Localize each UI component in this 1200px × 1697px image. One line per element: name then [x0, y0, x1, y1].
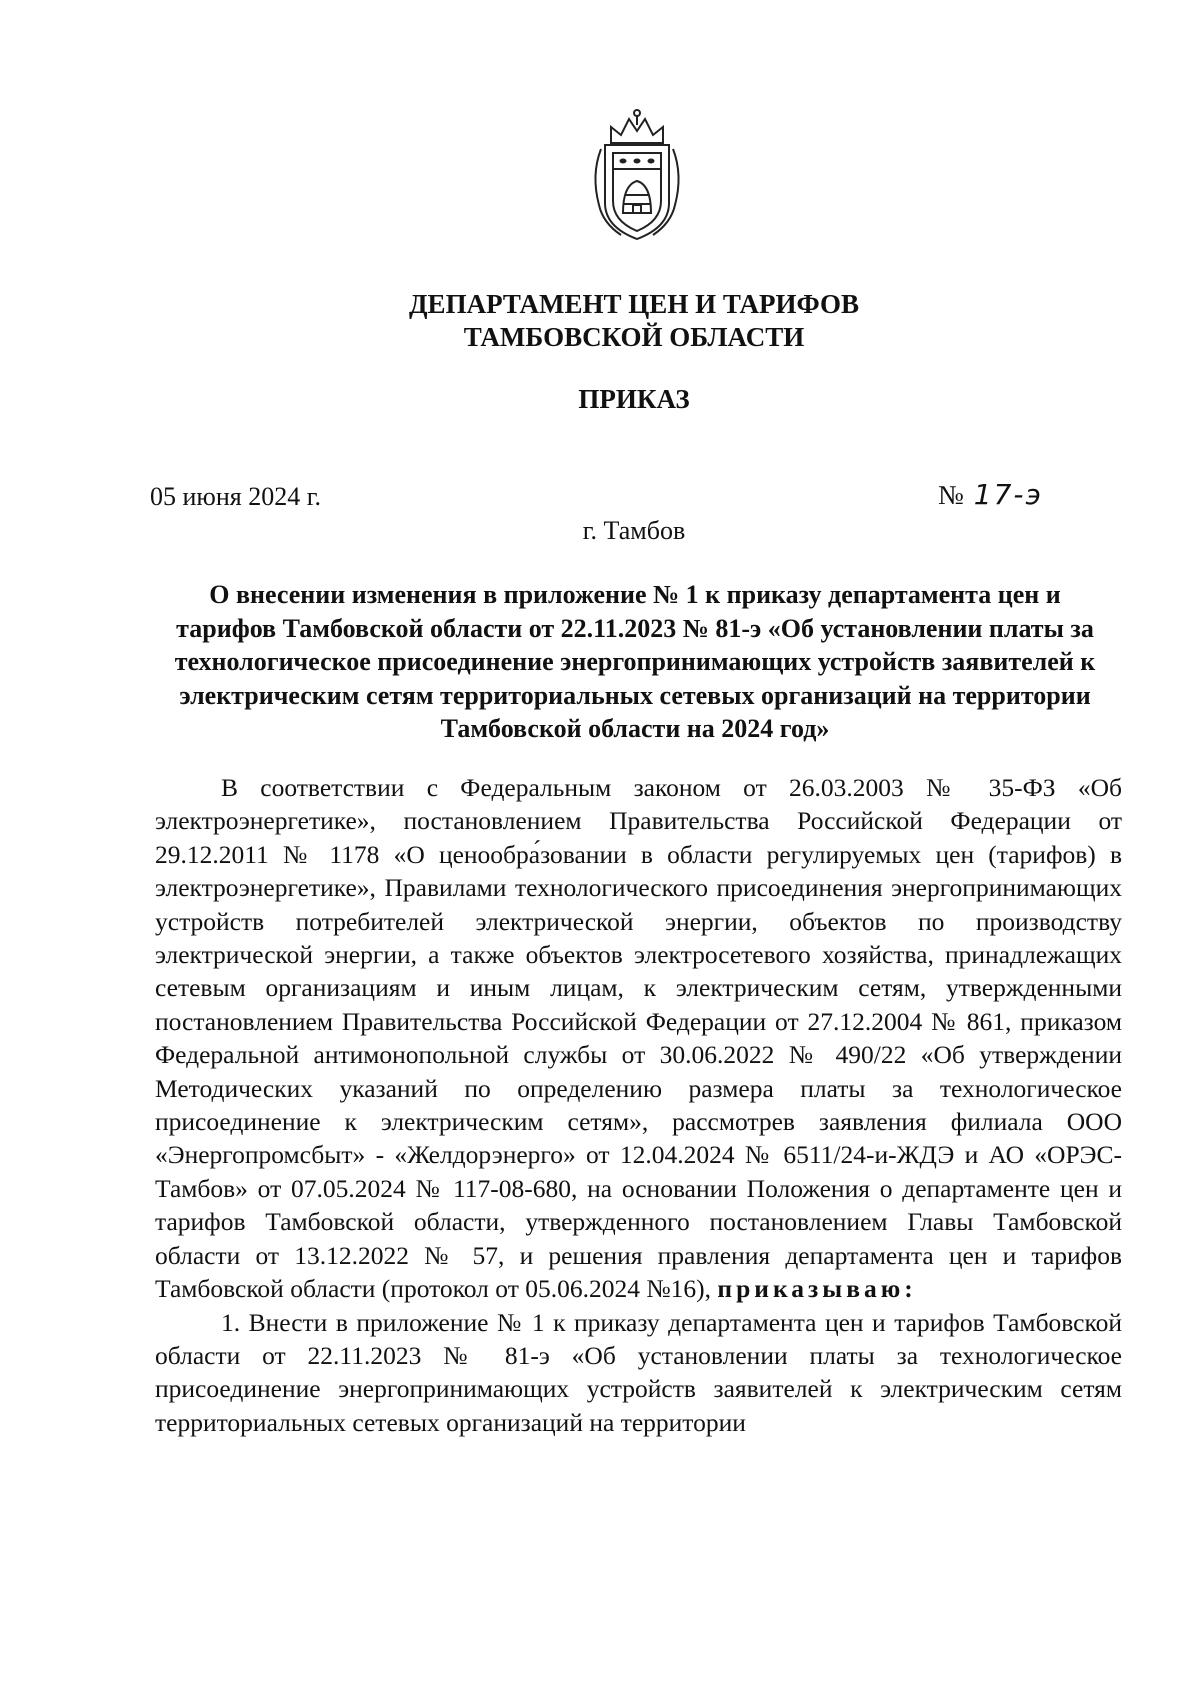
- body-paragraph-2: 1. Внести в приложение № 1 к приказу департамента цен и тарифов Тамбовской области от 22.11.2023 № 81-э «Об установлении платы за технологическое присоединение энергопринимающих устройств заявителей к электрическим сетям территориальных сетевых организаций на территории: [155, 1307, 1122, 1437]
- coat-of-arms-icon: [581, 105, 693, 250]
- order-number: [938, 478, 1043, 511]
- order-body: [155, 771, 1122, 1439]
- document-type: ПРИКАЗ: [578, 384, 690, 414]
- paragraph-1-text: В соответствии с Федеральным законом от 26.03.2003 № 35-ФЗ «Об электроэнергетике», постановлением Правительства Российской Федерации от 29.12.2011 № 1178 «О ценообра́зовании в области регулируемых цен (тарифов) в электроэнергетике», Правилами технологического присоединения энергопринимающих устройств потребителей электрической энергии, объектов по производству электрической энергии, а также объектов электросетевого хозяйства, принадлежащих сетевым организациям и иным лицам, к электрическим сетям, утвержденными постановлением Правительства Российской Федерации от 27.12.2004 № 861, приказом Федеральной антимонопольной службы от 30.06.2022 № 490/22 «Об утверждении Методических указаний по определению размера платы за технологическое присоединение к электрическим сетям», рассмотрев заявления филиала ООО «Энергопромсбыт» - «Желдорэнерго» от 12.04.2024 № 6511/24-и-ЖДЭ и АО «ОРЭС-Тамбов» от 07.05.2024 № 117-08-680, на основании Положения о департаменте цен и тарифов Тамбовской области, утвержденного постановлением Главы Тамбовской области от 13.12.2022 № 57, и решения правления департамента цен и тарифов Тамбовской области (протокол от 05.06.2024 №16),: [155, 773, 1122, 1304]
- department-name-line2: ТАМБОВСКОЙ ОБЛАСТИ: [463, 322, 805, 352]
- decree-word: приказываю:: [717, 1274, 917, 1304]
- order-date: 05 июня 2024 г.: [150, 482, 321, 511]
- body-paragraph-1: [155, 771, 1122, 1306]
- order-number-prefix: №: [938, 480, 964, 510]
- order-city: г. Тамбов: [582, 516, 686, 545]
- order-number-handwritten: 17-э: [973, 478, 1043, 511]
- order-subject: О внесении изменения в приложение № 1 к приказу департамента цен и тарифов Тамбовской области от 22.11.2023 № 81-э «Об установлении платы за технологическое присоединение энергопринимающих устройств заявителей к электрическим сетям территориальных сетевых организаций на территории Тамбовской области на 2024 год»: [174, 580, 1096, 743]
- department-name-line1: ДЕПАРТАМЕНТ ЦЕН И ТАРИФОВ: [408, 289, 860, 319]
